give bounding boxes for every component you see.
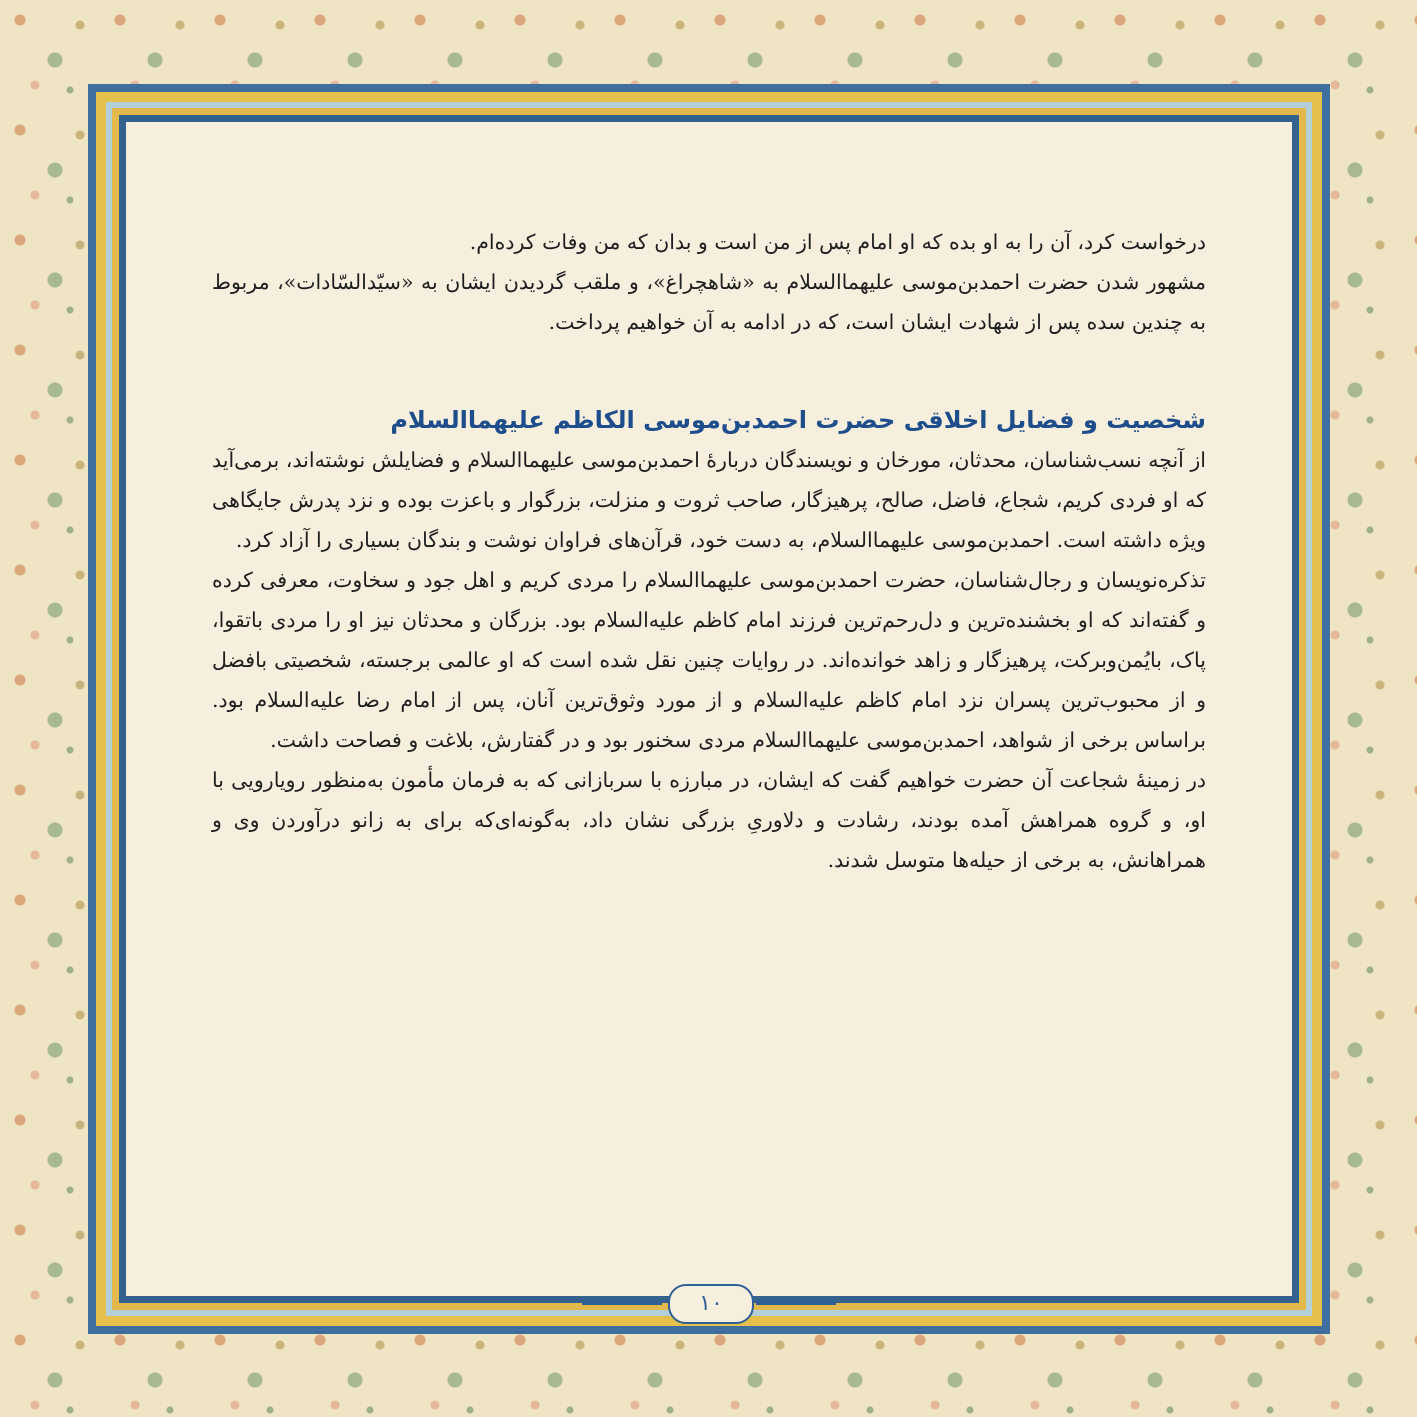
paragraph-body-2: تذکره‌نویسان و رجال‌شناسان، حضرت احمدبن‌موسی علیهماالسلام را مردی کریم و اهل جود و سخاوت، معرفی کرده و گفته‌اند که او بخشنده‌ترین و دل‌رحم‌ترین فرزند امام کاظم علیه‌السلام بود. بزرگان و محدثان نیز او را مردی باتقوا، پاک، بایُمن‌وبرکت، پرهیزگار و زاهد خوانده‌اند. در روایات چنین نقل شده است که او عالمی برجسته، شخصیتی بافضل و از محبوب‌ترین پسران نزد امام کاظم علیه‌السلام و از مورد وثوق‌ترین آنان، پس از امام رضا علیه‌السلام بود. براساس برخی از شواهد، احمدبن‌موسی علیهماالسلام مردی سخنور بود و در گفتارش، بلاغت و فصاحت داشت. — [212, 568, 1206, 752]
page-text — [212, 222, 1206, 880]
paragraph-intro-2: مشهور شدن حضرت احمدبن‌موسی علیهماالسلام به «شاهچراغ»، و ملقب گردیدن ایشان به «سیّدالسّادات»، مربوط به چندین سده پس از شهادت ایشان است، که در ادامه به آن خواهیم پرداخت. — [212, 270, 1206, 334]
page-number: ۱۰ — [668, 1284, 754, 1324]
paragraph-body-3: در زمینهٔ شجاعت آن حضرت خواهیم گفت که ایشان، در مبارزه با سربازانی که به فرمان مأمون به‌منظور رویارویی با او، و گروه همراهش آمده بودند، رشادت و دلاوریِ بزرگی نشان داد، به‌گونه‌ای‌که برای به زانو درآوردن وی و همراهانش، به برخی از حیله‌ها متوسل شدند. — [212, 768, 1206, 872]
page-number-ornament — [582, 1284, 836, 1322]
paragraph-body-1: از آنچه نسب‌شناسان، محدثان، مورخان و نویسندگان دربارهٔ احمدبن‌موسی علیهماالسلام و فضایلش نوشته‌اند، برمی‌آید که او فردی کریم، شجاع، فاضل، صالح، پرهیزگار، صاحب ثروت و منزلت، بزرگوار و باعزت بوده و نزد پدرش جایگاهی ویژه داشته است. احمدبن‌موسی علیهماالسلام، به دست خود، قرآن‌های فراوان نوشت و بندگان بسیاری را آزاد کرد. — [212, 448, 1206, 552]
ornament-rule-left — [582, 1301, 662, 1305]
paragraph-intro-1: درخواست کرد، آن را به او بده که او امام پس از من است و بدان که من وفات کرده‌ام. — [469, 230, 1206, 254]
ornament-rule-right — [756, 1301, 836, 1305]
section-heading: شخصیت و فضایل اخلاقی حضرت احمدبن‌موسی الکاظم علیهماالسلام — [390, 406, 1206, 434]
